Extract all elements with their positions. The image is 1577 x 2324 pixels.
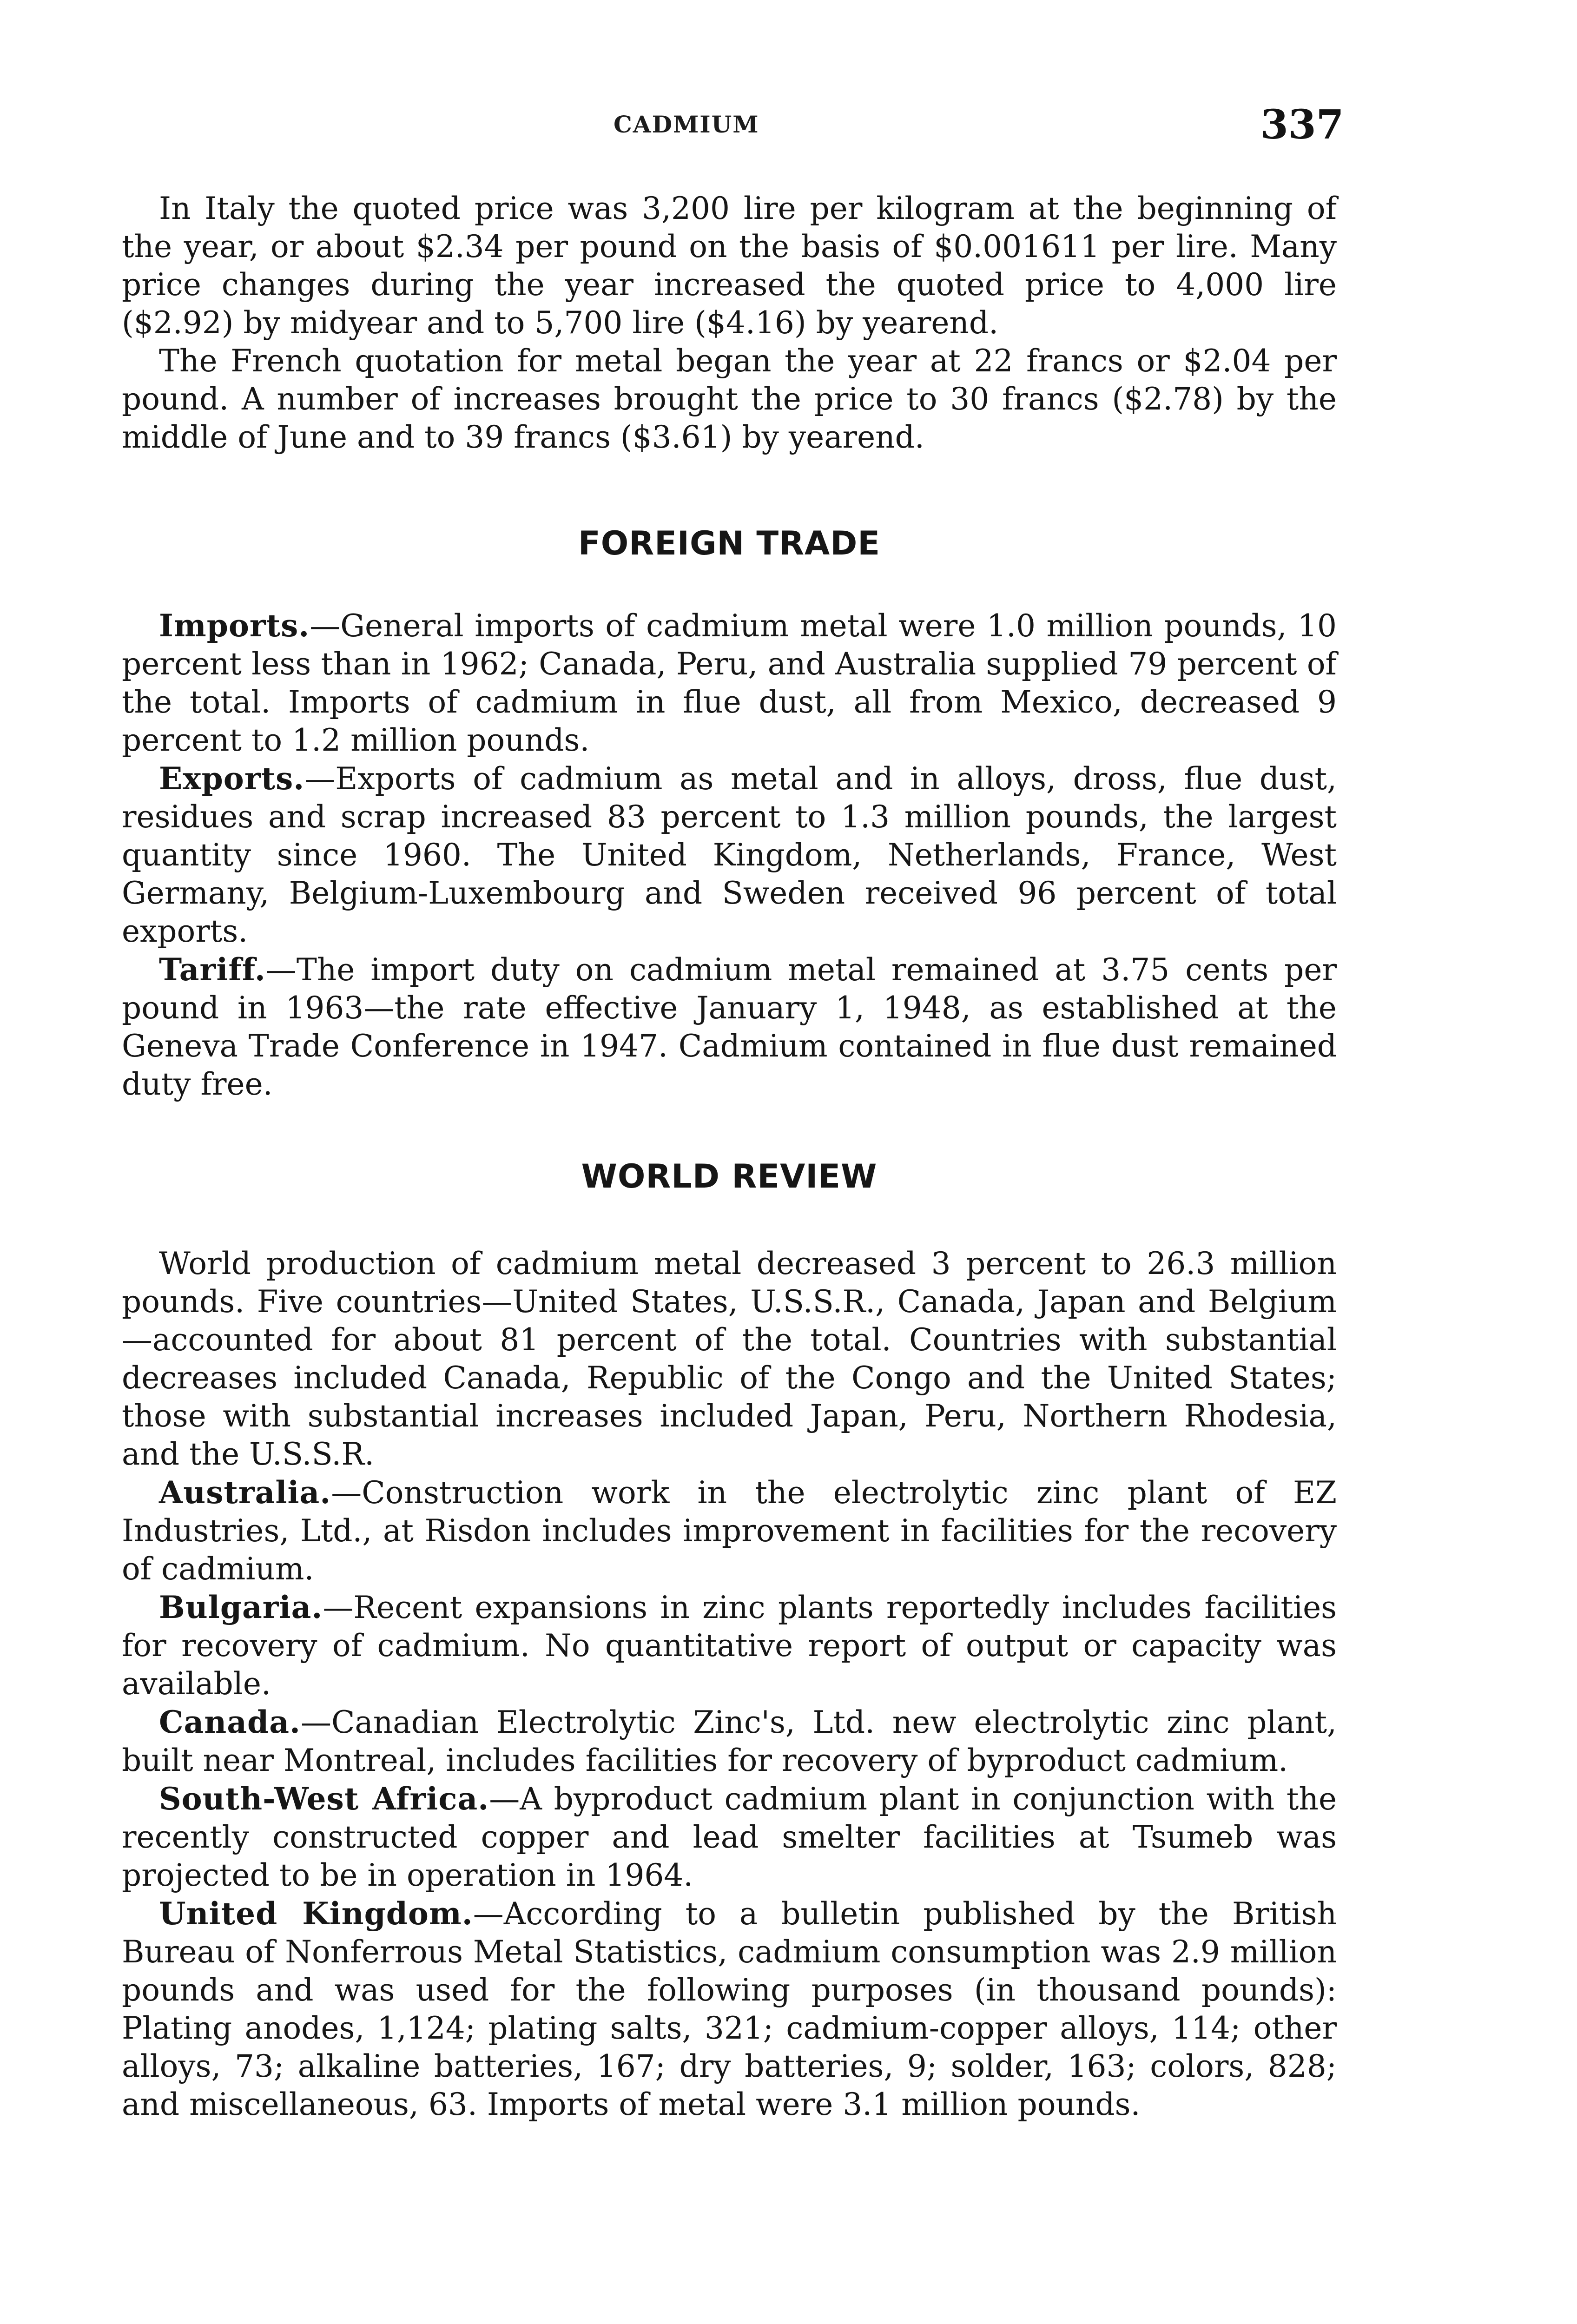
foreign-trade-block: [122, 607, 1337, 1103]
united-kingdom-label: United Kingdom.: [159, 1895, 473, 1932]
running-title: CADMIUM: [614, 111, 759, 138]
united-kingdom-paragraph: [122, 1895, 1337, 2124]
tariff-paragraph: [122, 951, 1337, 1103]
imports-label: Imports.: [159, 607, 310, 644]
italy-price-paragraph: In Italy the quoted price was 3,200 lire per kilogram at the beginning of the year, or about $2.34 per pound on the basis of $0.001611 per lire. Many price changes during the year increased the quoted price to 4,000 lire ($2.92) by midyear and to 5,700 lire ($4.16) by yearend.: [122, 191, 1337, 341]
australia-paragraph: [122, 1473, 1337, 1588]
bulgaria-label: Bulgaria.: [159, 1589, 323, 1625]
bulgaria-text: —Recent expansions in zinc plants reportedly includes facilities for recovery of cadmium. No quantitative report of output or capacity was available.: [122, 1590, 1337, 1702]
bulgaria-paragraph: [122, 1588, 1337, 1703]
canada-text: —Canadian Electrolytic Zinc's, Ltd. new electrolytic zinc plant, built near Montreal, includes facilities for recovery of byproduct cadmium.: [122, 1704, 1337, 1778]
exports-label: Exports.: [159, 760, 305, 797]
exports-paragraph: [122, 759, 1337, 951]
world-production-paragraph: World production of cadmium metal decreased 3 percent to 26.3 million pounds. Five countries—United States, U.S.S.R., Canada, Japan and Belgium—accounted for about 81 percent of the total. Countries with substantial decreases included Canada, Republic of the Congo and the United States; those with substantial increases included Japan, Peru, Northern Rhodesia, and the U.S.S.R.: [122, 1246, 1337, 1472]
canada-label: Canada.: [159, 1704, 301, 1740]
imports-text: —General imports of cadmium metal were 1.0 million pounds, 10 percent less than in 1962; Canada, Peru, and Australia supplied 79 percent of the total. Imports of cadmium in flue dust, all from Mexico, decreased 9 percent to 1.2 million pounds.: [122, 608, 1337, 758]
world-review-block: [122, 1245, 1337, 2124]
canada-paragraph: [122, 1703, 1337, 1780]
foreign-trade-heading: FOREIGN TRADE: [578, 524, 881, 562]
south-west-africa-label: South-West Africa.: [159, 1781, 489, 1817]
page-number: 337: [1260, 101, 1344, 148]
world-review-heading: WORLD REVIEW: [581, 1157, 878, 1195]
south-west-africa-text: —A byproduct cadmium plant in conjunction with the recently constructed copper and lead smelter facilities at Tsumeb was projected to be in operation in 1964.: [122, 1781, 1337, 1893]
exports-text: —Exports of cadmium as metal and in alloys, dross, flue dust, residues and scrap increased 83 percent to 1.3 million pounds, the largest quantity since 1960. The United Kingdom, Netherlands, France, West Germany, Belgium-Luxembourg and Sweden received 96 percent of total exports.: [122, 761, 1337, 949]
australia-text: —Construction work in the electrolytic zinc plant of EZ Industries, Ltd., at Risdon includes improvement in facilities for the recovery of cadmium.: [122, 1475, 1337, 1587]
south-west-africa-paragraph: [122, 1780, 1337, 1895]
australia-label: Australia.: [159, 1474, 331, 1511]
united-kingdom-text: —According to a bulletin published by the British Bureau of Nonferrous Metal Statistics, cadmium consumption was 2.9 million pounds and was used for the following purposes (in thousand pounds): Plating anodes, 1,124; plating salts, 321; cadmium-copper alloys, 114; other alloys, 73; alkaline batteries, 167; dry batteries, 9; solder, 163; colors, 828; and miscellaneous, 63. Imports of metal were 3.1 million pounds.: [122, 1896, 1337, 2122]
intro-block: [122, 190, 1337, 456]
tariff-label: Tariff.: [159, 951, 266, 988]
imports-paragraph: [122, 607, 1337, 759]
france-price-paragraph: The French quotation for metal began the year at 22 francs or $2.04 per pound. A number of increases brought the price to 30 francs ($2.78) by the middle of June and to 39 francs ($3.61) by yearend.: [122, 343, 1337, 455]
tariff-text: —The import duty on cadmium metal remained at 3.75 cents per pound in 1963—the rate effective January 1, 1948, as established at the Geneva Trade Conference in 1947. Cadmium contained in flue dust remained duty free.: [122, 952, 1337, 1102]
